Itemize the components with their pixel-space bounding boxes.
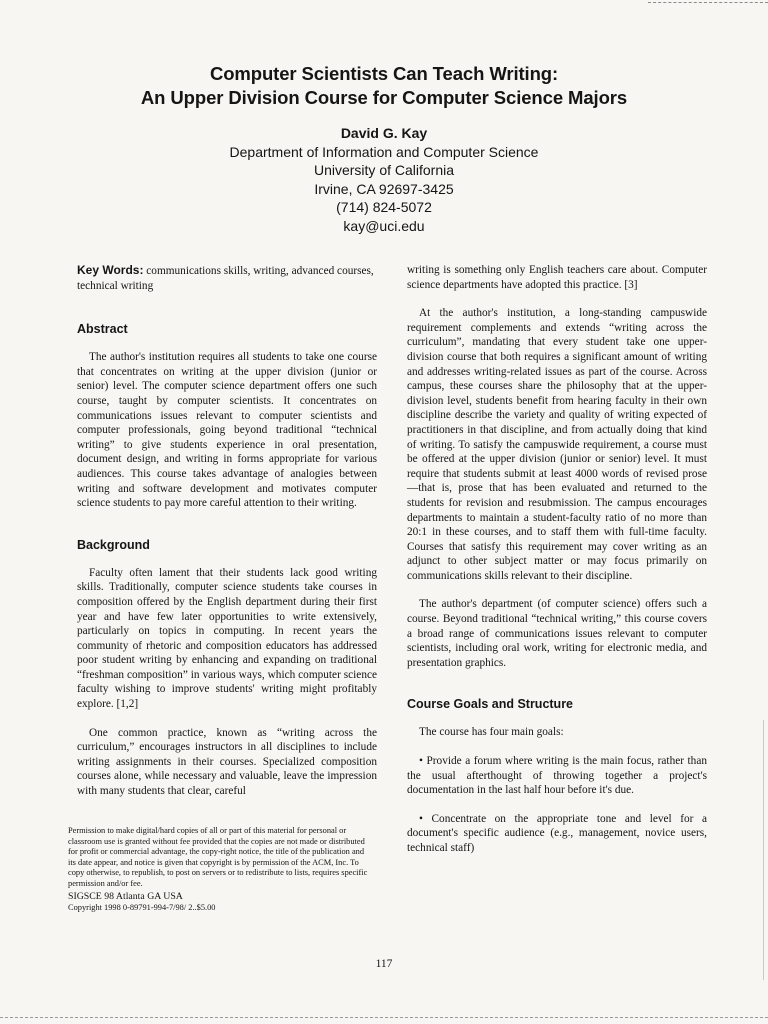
keywords <box>77 263 377 293</box>
author-city: Irvine, CA 92697-3425 <box>314 180 454 197</box>
scan-artifact-bottom <box>0 1017 768 1018</box>
background-heading: Background <box>77 537 150 552</box>
permission-notice <box>68 826 368 913</box>
permission-text: Permission to make digital/hard copies of all or part of this material for personal or classroom use is granted without fee provided that the copies are not made or distributed for profit or commercial advantage, the copy-right notice, the title of the publication and its date appear, and notice is given that copyright is by permission of the ACM, Inc. To copy otherwise, to republish, to post on servers or to redistribute to lists, requires specific permission and/or fee. <box>68 826 368 888</box>
right-column <box>407 263 707 870</box>
author-email: kay@uci.edu <box>343 217 425 234</box>
course-goals-heading: Course Goals and Structure <box>407 697 574 712</box>
background-paragraph-2: One common practice, known as “writing across the curriculum,” encourages instructors in all disciplines to include writing assignments in their courses. Specialized composition courses alone, while necessary and valuable, leave the impression with many students that clear, careful <box>77 726 377 798</box>
author-university: University of California <box>313 162 455 178</box>
conference-venue: SIGSCE 98 Atlanta GA USA <box>68 890 183 902</box>
continued-paragraph: writing is something only English teachers care about. Computer science departments have adopted this practice. [3] <box>407 264 707 291</box>
keywords-text: communications skills, writing, advanced courses, technical writing <box>77 265 374 292</box>
abstract-heading: Abstract <box>77 322 128 337</box>
campus-requirement-paragraph: At the author's institution, a long-standing campuswide requirement complements and extends “writing across the curriculum”, mandating that every student take one upper-division course that both requires a significant amount of writing and addresses writing-related issues as part of the course. Across campus, these courses share the philosophy that at the upper-division level, students benefit from hearing faculty in their own discipline describe the variety and quality of writing expected of practitioners in that discipline, and from actually doing that kind of writing. To satisfy the campuswide requirement, a course must be offered at the upper division (junior or senior) level. It must require that students submit at least 4000 words of revised prose—that is, prose that has been evaluated and returned to the students for revision and resubmission. The campus encourages departments to maintain a student-faculty ratio of no more than 20:1 in these courses, and to staff them with full-time faculty. Courses that satisfy this requirement may cover writing as an adjunct to other subject matter or may focus primarily on communications skills relevant to their discipline. <box>407 307 707 582</box>
title-line-1: Computer Scientists Can Teach Writing: <box>209 63 559 84</box>
keywords-label: Key Words: <box>77 263 144 277</box>
goal-bullet-1: • Provide a forum where writing is the main focus, rather than the usual afterthought of throwing together a project's documentation in the last half hour before it's due. <box>407 755 707 797</box>
course-goals-intro: The course has four main goals: <box>419 726 564 739</box>
goal-bullet-2: • Concentrate on the appropriate tone and level for a document's specific audience (e.g., management, novice users, technical staff) <box>407 812 707 854</box>
title-line-2: An Upper Division Course for Computer Science Majors <box>140 87 628 108</box>
page-number: 117 <box>375 958 393 970</box>
author-department: Department of Information and Computer Science <box>229 143 539 160</box>
background-paragraph-1: Faculty often lament that their students lack good writing skills. Traditionally, computer science students take courses in composition offered by the English department during their first year and have few later opportunities to write extensively, particularly on topics in computing. In recent years the community of rhetoric and composition educators has addressed poor student writing by enhancing and expanding on traditional “freshman composition” in various ways, which computer science faculty wishing to improve students' writing might profitably explore. [1,2] <box>77 566 377 711</box>
author-name: David G. Kay <box>340 125 428 141</box>
author-phone: (714) 824-5072 <box>336 199 432 215</box>
scan-artifact-top <box>648 2 768 3</box>
department-course-paragraph: The author's department (of computer science) offers such a course. Beyond traditional “technical writing,” this course covers a broad range of communications issues relevant to computer scientists, including oral work, writing for electronic media, and presentation graphics. <box>407 598 707 669</box>
abstract-text: The author's institution requires all students to take one course that concentrates on writing at the upper division (junior or senior) level. The computer science department offers one such course, taught by computer scientists. It concentrates on communications issues relevant to computer scientists and computer professionals, going beyond traditional “technical writing” to give students experience in oral presentation, document design, and writing in forms appropriate for various audiences. This course takes advantage of analogies between writing and software development and motivates computer science students to pay more careful attention to their writing. <box>77 351 377 510</box>
paper-title <box>0 62 768 110</box>
author-block <box>0 124 768 235</box>
copyright-line: Copyright 1998 0-89791-994-7/98/ 2..$5.00 <box>68 902 216 912</box>
scan-artifact-right <box>763 720 764 980</box>
left-column <box>77 263 377 813</box>
